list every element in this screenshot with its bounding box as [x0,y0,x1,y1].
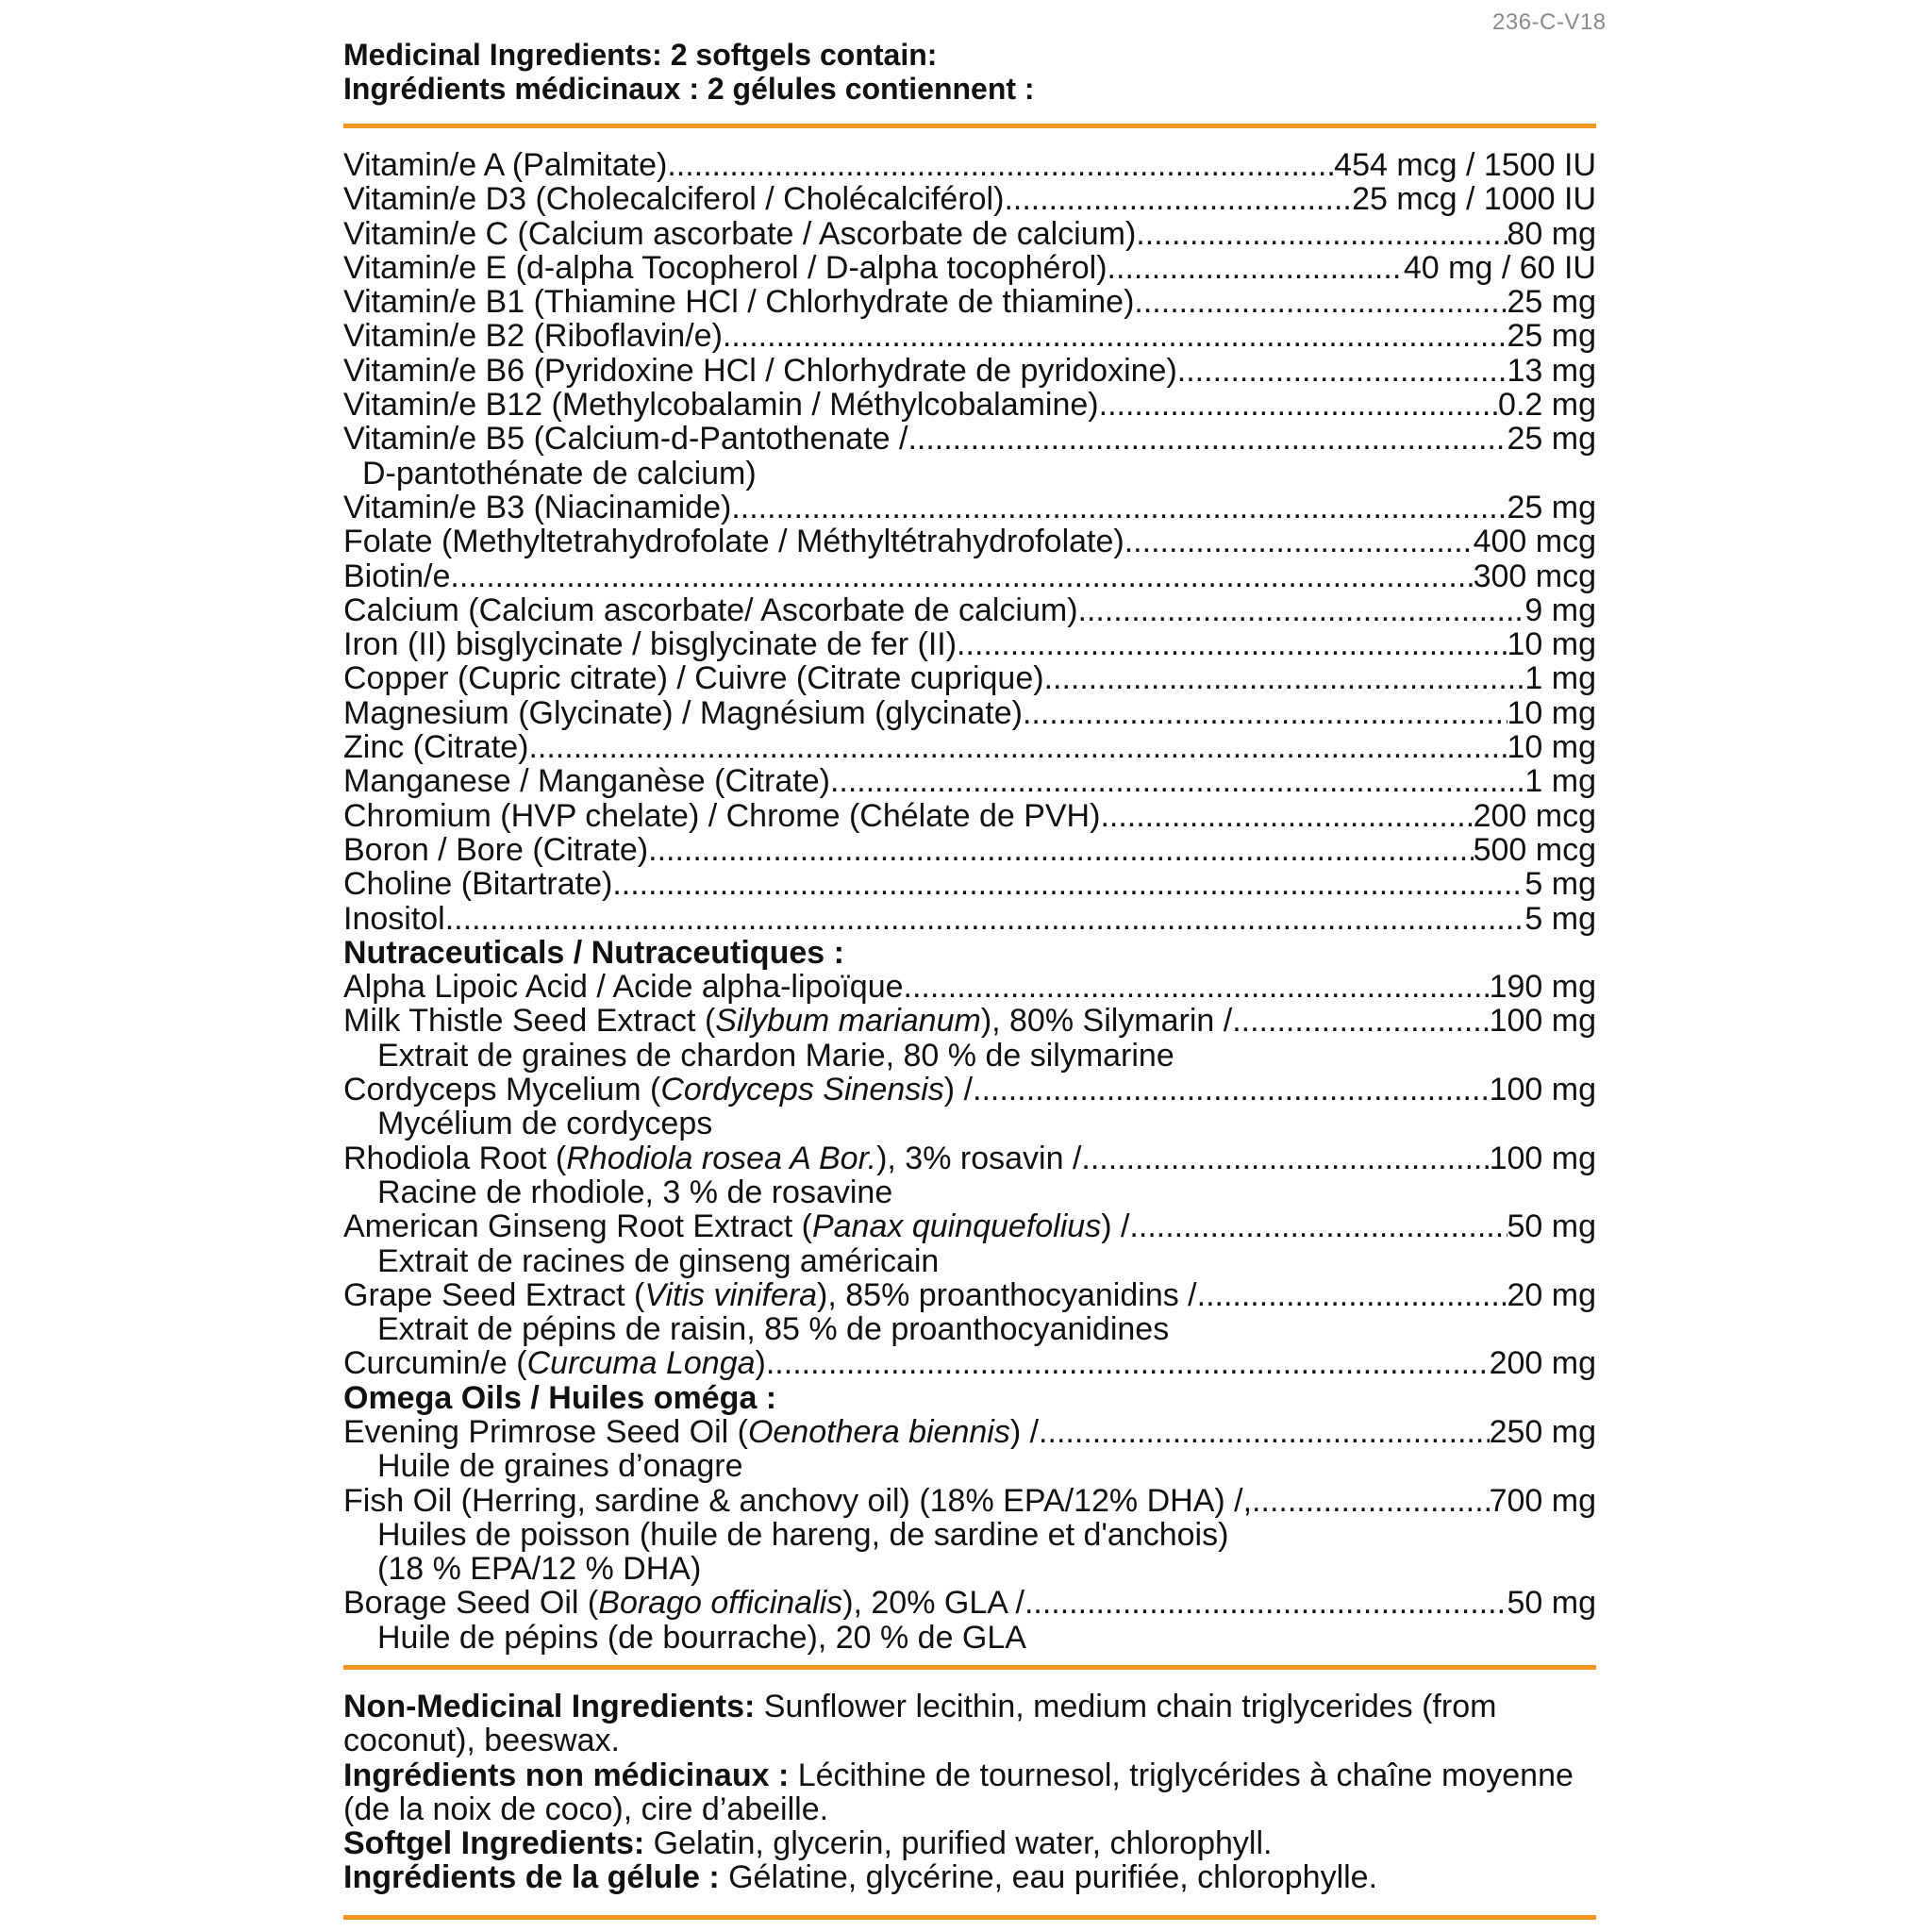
ingredient-name: Inositol [343,900,445,937]
ingredient-continuation: Mycélium de cordyceps [377,1106,713,1142]
middle-divider [343,1665,1596,1670]
ingredient-continuation: Racine de rhodiole, 3 % de rosavine [377,1174,893,1210]
ingredient-amount: 500 mcg [1473,831,1596,868]
ingredient-name: Vitamin/e E (d-alpha Tocopherol / D-alpha tocophérol) [343,249,1108,286]
ingredient-amount: 300 mcg [1473,558,1596,594]
ingredient-continuation: D-pantothénate de calcium) [362,455,757,491]
dot-leader [1177,354,1507,388]
latin-name: Oenothera biennis [747,1413,1010,1450]
ingredient-continuation: Huiles de poisson (huile de hareng, de sardine et d'anchois) [377,1516,1229,1553]
ingredient-amount: 50 mg [1507,1208,1596,1245]
dot-leader [830,764,1524,798]
ingredient-name: Manganese / Manganèse (Citrate) [343,763,830,800]
ingredient-amount: 250 mg [1489,1413,1596,1450]
ingredient-row [343,696,1596,730]
dot-leader [723,319,1507,353]
ingredient-row [343,764,1596,798]
dot-leader [612,867,1524,901]
ingredient-name: Borage Seed Oil (Borago officinalis), 20% GLA / [343,1585,1024,1622]
top-divider [343,124,1596,128]
ingredient-continuation: Huile de graines d’onagre [377,1448,743,1485]
ingredient-row [343,970,1596,1004]
ingredient-row [343,593,1596,627]
ingredient-amount: 454 mcg / 1500 IU [1334,147,1596,183]
ingredient-amount: 25 mg [1507,489,1596,525]
ingredient-amount: 0.2 mg [1498,387,1596,424]
ingredient-row [343,1141,1596,1175]
ingredient-row [343,251,1596,285]
ingredient-name: Vitamin/e B2 (Riboflavin/e) [343,318,723,355]
ingredient-amount: 80 mg [1507,215,1596,252]
ingredient-amount: 25 mcg / 1000 IU [1352,181,1596,218]
dot-leader [904,970,1490,1004]
ingredient-name: Boron / Bore (Citrate) [343,831,649,868]
ingredient-amount: 200 mcg [1473,797,1596,834]
ingredient-name: Curcumin/e (Curcuma Longa) [343,1345,766,1382]
ingredient-amount: 100 mg [1489,1072,1596,1108]
ingredient-amount: 25 mg [1507,284,1596,321]
ingredient-name: Iron (II) bisglycinate / bisglycinate de fer (II) [343,626,958,663]
latin-name: Silybum marianum [715,1003,981,1040]
ingredient-amount: 700 mg [1489,1482,1596,1519]
dot-leader [1081,1141,1489,1175]
ingredient-name: Chromium (HVP chelate) / Chrome (Chélate de PVH) [343,797,1101,834]
ingredient-name: Vitamin/e C (Calcium ascorbate / Ascorbate de calcium) [343,215,1137,252]
ingredient-row [343,285,1596,319]
dot-leader [766,1346,1490,1380]
latin-name: Curcuma Longa [526,1345,756,1382]
ingredient-amount: 1 mg [1524,763,1596,800]
ingredient-row [343,525,1596,558]
ingredient-continuation: Huile de pépins (de bourrache), 20 % de GLA [377,1619,1026,1656]
ingredient-name: Choline (Bitartrate) [343,866,613,903]
dot-leader [1024,1586,1507,1620]
ingredient-name: Alpha Lipoic Acid / Acide alpha-lipoïque [343,969,904,1006]
ingredient-amount: 10 mg [1507,694,1596,731]
ingredient-amount: 5 mg [1524,900,1596,937]
dot-leader [1197,1278,1507,1312]
ingredient-row [343,661,1596,695]
ingredient-row [343,491,1596,525]
ingredient-row [343,182,1596,216]
ingredient-name: Vitamin/e B5 (Calcium-d-Pantothenate / [343,421,908,458]
ingredient-name: Zinc (Citrate) [343,729,529,766]
dot-leader [1023,696,1507,730]
dot-leader [1252,1484,1490,1518]
ingredient-row [343,627,1596,661]
header-french: Ingrédients médicinaux : 2 gélules contiennent : [343,72,1035,106]
dot-leader [528,730,1507,764]
ingredient-name: Vitamin/e B6 (Pyridoxine HCl / Chlorhydrate de pyridoxine) [343,352,1177,389]
ingredient-row [343,1073,1596,1107]
ingredient-amount: 400 mcg [1473,524,1596,560]
ingredient-row [343,867,1596,901]
ingredients-header [343,38,1596,106]
ingredient-name: Rhodiola Root (Rhodiola rosea A Bor.), 3% rosavin / [343,1140,1082,1176]
ingredient-name: Milk Thistle Seed Extract (Silybum marianum), 80% Silymarin / [343,1003,1233,1040]
ingredient-row [343,1278,1596,1312]
dot-leader [973,1073,1490,1107]
dot-leader [1124,525,1474,558]
dot-leader [1044,661,1525,695]
bottom-divider [343,1915,1596,1920]
ingredient-row [343,1586,1596,1620]
softgel-fr: Ingrédients de la gélule : Gélatine, glycérine, eau purifiée, chlorophylle. [343,1859,1378,1896]
dot-leader [445,902,1525,936]
section-title-omega: Omega Oils / Huiles oméga : [343,1379,777,1416]
section-title-nutraceuticals: Nutraceuticals / Nutraceutiques : [343,934,844,971]
ingredient-amount: 50 mg [1507,1585,1596,1622]
ingredient-continuation: Extrait de racines de ginseng américain [377,1242,940,1279]
ingredient-list [343,148,1596,1655]
ingredient-amount: 40 mg / 60 IU [1403,249,1596,286]
ingredient-name: Vitamin/e B3 (Niacinamide) [343,489,732,525]
dot-leader [1099,388,1498,422]
dot-leader [1108,251,1404,285]
softgel-en: Softgel Ingredients: Gelatin, glycerin, purified water, chlorophyll. [343,1825,1273,1862]
ingredient-row [343,730,1596,764]
dot-leader [1004,182,1352,216]
ingredient-row [343,833,1596,867]
dot-leader [667,148,1334,182]
ingredient-name: Vitamin/e D3 (Cholecalciferol / Cholécalciférol) [343,181,1005,218]
ingredient-name: Grape Seed Extract (Vitis vinifera), 85% proanthocyanidins / [343,1276,1197,1313]
ingredient-row [343,1484,1596,1518]
ingredient-row [343,1415,1596,1449]
ingredient-amount: 10 mg [1507,626,1596,663]
product-code: 236-C-V18 [1492,9,1607,35]
latin-name: Cordyceps Sinensis [660,1072,944,1108]
ingredient-name: Vitamin/e A (Palmitate) [343,147,668,183]
ingredient-name: Folate (Methyltetrahydrofolate / Méthyltétrahydrofolate) [343,524,1124,560]
ingredient-row [343,559,1596,593]
ingredient-amount: 13 mg [1507,352,1596,389]
dot-leader [1078,593,1525,627]
ingredient-name: Cordyceps Mycelium (Cordyceps Sinensis) / [343,1072,974,1108]
ingredient-amount: 190 mg [1489,969,1596,1006]
ingredient-name: Magnesium (Glycinate) / Magnésium (glycinate) [343,694,1023,731]
ingredient-amount: 25 mg [1507,421,1596,458]
ingredient-row [343,422,1596,456]
ingredient-name: Copper (Cupric citrate) / Cuivre (Citrate cuprique) [343,660,1044,697]
ingredient-row [343,388,1596,422]
latin-name: Panax quinquefolius [811,1208,1102,1245]
ingredient-amount: 25 mg [1507,318,1596,355]
ingredient-amount: 100 mg [1489,1003,1596,1040]
ingredient-continuation: Extrait de graines de chardon Marie, 80 % de silymarine [377,1037,1174,1074]
ingredient-row [343,902,1596,936]
ingredient-name: Biotin/e [343,558,451,594]
ingredient-continuation: Extrait de pépins de raisin, 85 % de proanthocyanidines [377,1311,1170,1348]
non-medicinal-fr: Ingrédients non médicinaux : Lécithine de tournesol, triglycérides à chaîne moyenne (de la noix de coco), cire d’abeille. [343,1757,1574,1827]
dot-leader [957,627,1507,661]
ingredient-name: American Ginseng Root Extract (Panax quinquefolius) / [343,1208,1130,1245]
header-english: Medicinal Ingredients: 2 softgels contain: [343,38,938,72]
ingredient-row [343,1004,1596,1038]
ingredient-amount: 9 mg [1524,591,1596,628]
dot-leader [908,422,1507,456]
ingredient-row [343,1209,1596,1243]
ingredient-row [343,148,1596,182]
latin-name: Vitis vinifera [644,1276,818,1313]
ingredient-name: Calcium (Calcium ascorbate/ Ascorbate de calcium) [343,591,1078,628]
ingredient-amount: 10 mg [1507,729,1596,766]
latin-name: Borago officinalis [598,1585,843,1622]
ingredient-amount: 5 mg [1524,866,1596,903]
dot-leader [648,833,1473,867]
ingredient-row [343,217,1596,251]
dot-leader [1232,1004,1489,1038]
ingredient-row [343,799,1596,833]
latin-name: Rhodiola rosea A Bor. [566,1140,877,1176]
dot-leader [1136,217,1507,251]
ingredient-name: Vitamin/e B12 (Methylcobalamin / Méthylcobalamine) [343,387,1099,424]
dot-leader [1100,799,1473,833]
ingredient-amount: 20 mg [1507,1276,1596,1313]
ingredient-row [343,354,1596,388]
dot-leader [1039,1415,1490,1449]
dot-leader [1134,285,1507,319]
ingredient-name: Fish Oil (Herring, sardine & anchovy oil) (18% EPA/12% DHA) /, [343,1482,1253,1519]
ingredient-amount: 100 mg [1489,1140,1596,1176]
dot-leader [450,559,1473,593]
ingredient-name: Evening Primrose Seed Oil (Oenothera biennis) / [343,1413,1040,1450]
ingredient-continuation: (18 % EPA/12 % DHA) [377,1551,702,1588]
ingredient-row [343,1346,1596,1380]
non-medicinal-en: Non-Medicinal Ingredients: Sunflower lecithin, medium chain triglycerides (from coconut), beeswax. [343,1689,1497,1759]
ingredient-amount: 200 mg [1489,1345,1596,1382]
ingredient-name: Vitamin/e B1 (Thiamine HCl / Chlorhydrate de thiamine) [343,284,1135,321]
ingredient-amount: 1 mg [1524,660,1596,697]
non-medicinal-section [343,1690,1596,1895]
dot-leader [731,491,1507,525]
dot-leader [1129,1209,1507,1243]
ingredient-row [343,319,1596,353]
